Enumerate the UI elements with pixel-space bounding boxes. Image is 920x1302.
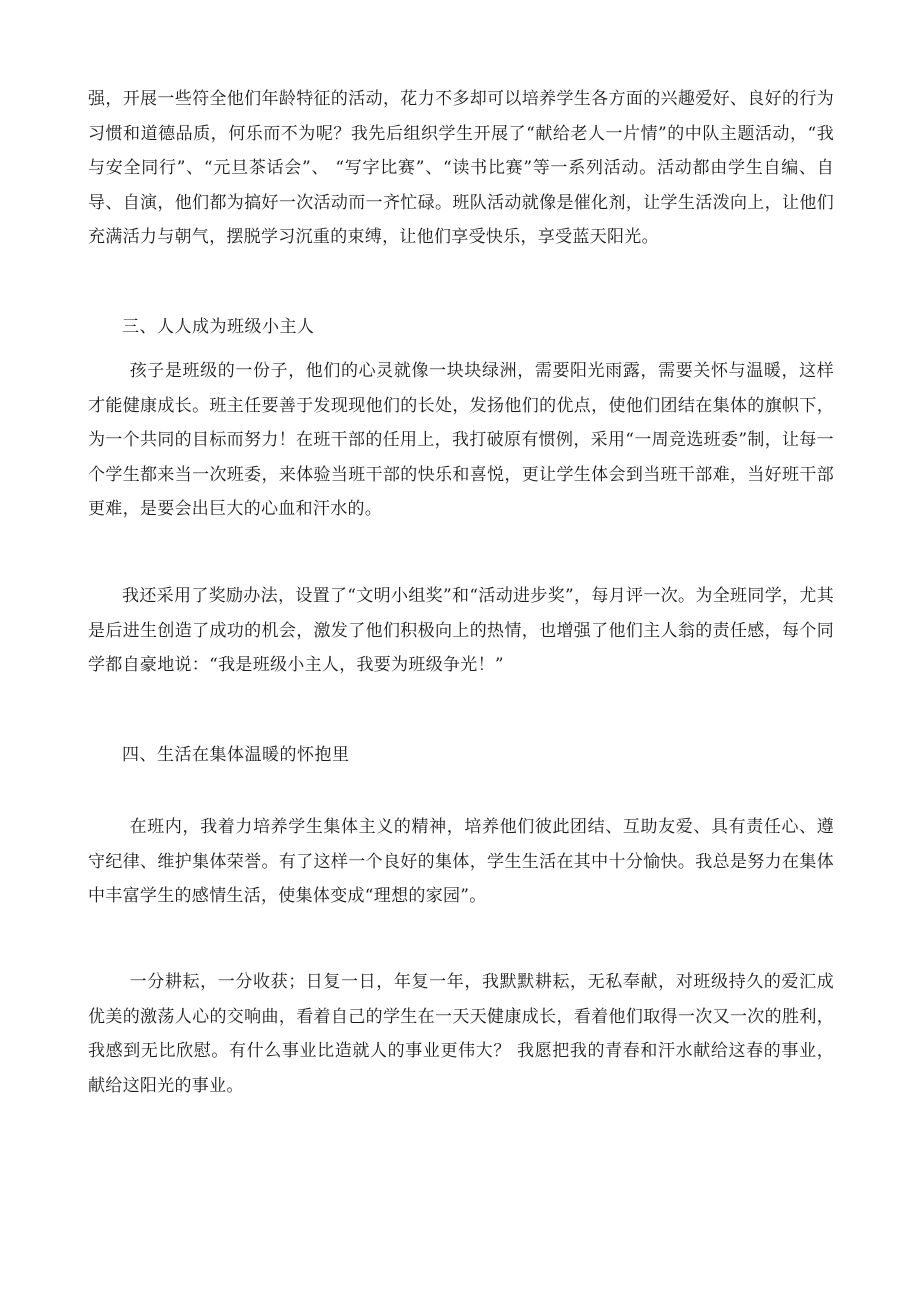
paragraph-collective: 在班内，我着力培养学生集体主义的精神，培养他们彼此团结、互助友爱、具有责任心、遵守纪律、维护集体荣誉。有了这样一个良好的集体，学生生活在其中十分愉快。我总是努力在集体中丰富学生的感情生活，使集体变成“理想的家园”。 (88, 817, 834, 906)
paragraph-activities: 强，开展一些符全他们年龄特征的活动，花力不多却可以培养学生各方面的兴趣爱好、良好的行为习惯和道德品质，何乐而不为呢？我先后组织学生开展了“献给老人一片情”的中队主题活动，“我与安全同行”、“元旦茶话会”、 “写字比赛”、“读书比赛”等一系列活动。活动都由学生自编、自导、自演，他们都为搞好一次活动而一齐忙碌。班队活动就像是催化剂，让学生活泼向上，让他们充满活力与朝气，摆脱学习沉重的束缚，让他们享受快乐，享受蓝天阳光。 (88, 89, 834, 247)
section-heading-3: 三、人人成为班级小主人 (122, 317, 315, 337)
section-heading-4: 四、生活在集体温暖的怀抱里 (122, 745, 350, 765)
paragraph-class-owner: 孩子是班级的一份子，他们的心灵就像一块块绿洲，需要阳光雨露，需要关怀与温暖，这样才能健康成长。班主任要善于发现现他们的长处，发扬他们的优点，使他们团结在集体的旗帜下，为一个共同的目标而努力！在班干部的任用上，我打破原有惯例，采用“一周竞选班委”制，让每一个学生都来当一次班委，来体验当班干部的快乐和喜悦，更让学生体会到当班干部难，当好班干部更难，是要会出巨大的心血和汗水的。 (88, 361, 834, 519)
paragraph-rewards: 我还采用了奖励办法，设置了“文明小组奖”和“活动进步奖”，每月评一次。为全班同学，尤其是后进生创造了成功的机会，激发了他们积极向上的热情，也增强了他们主人翁的责任感，每个同学都自豪地说：“我是班级小主人，我要为班级争光！” (88, 586, 834, 675)
paragraph-conclusion: 一分耕耘，一分收获；日复一日，年复一年，我默默耕耘，无私奉献，对班级持久的爱汇成优美的激荡人心的交响曲，看着自己的学生在一天天健康成长，看着他们取得一次又一次的胜利，我感到无比欣慰。有什么事业比造就人的事业更伟大？ 我愿把我的青春和汗水献给这春的事业，献给这阳光的事业。 (88, 972, 834, 1096)
